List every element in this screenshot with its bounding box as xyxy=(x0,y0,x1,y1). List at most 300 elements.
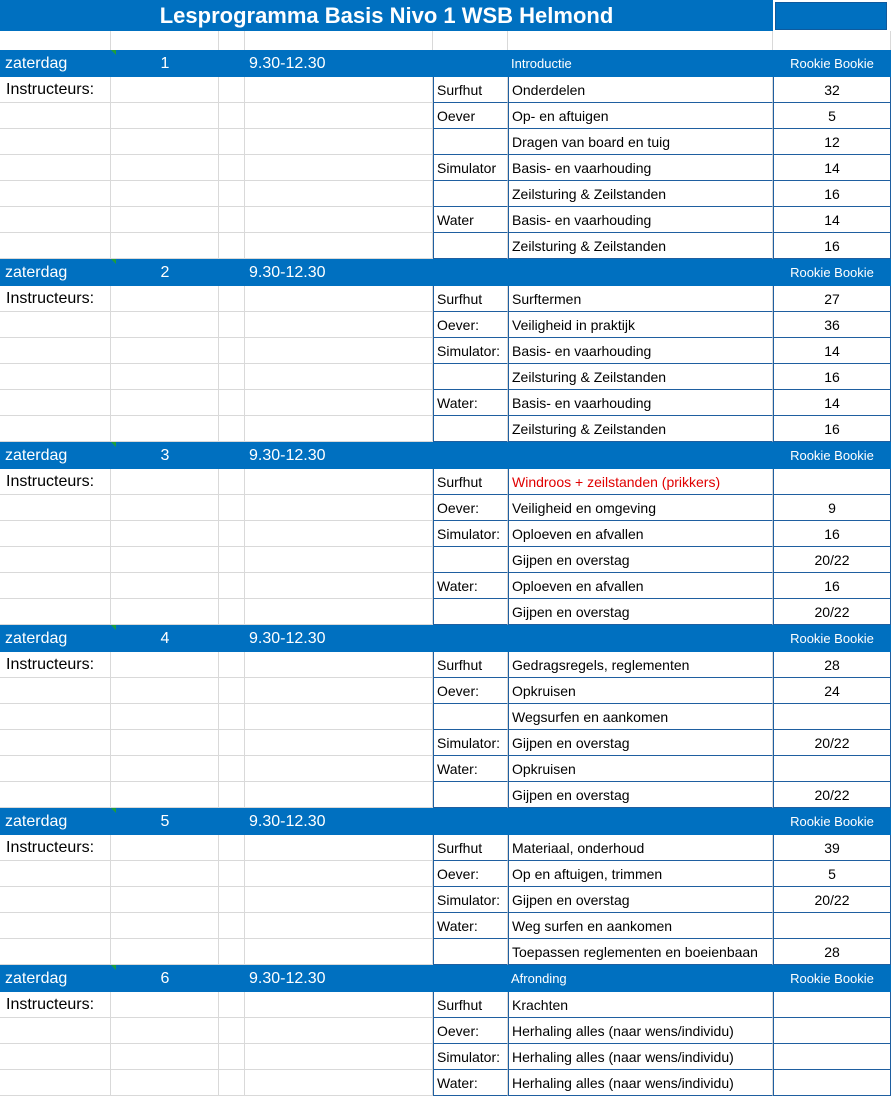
page-cell[interactable]: 14 xyxy=(773,207,891,233)
instructors-cell[interactable] xyxy=(0,390,111,416)
page-cell[interactable]: 16 xyxy=(773,521,891,547)
lesson-number[interactable]: 6 xyxy=(160,969,170,987)
empty-cell[interactable] xyxy=(219,573,245,599)
location-cell[interactable]: Water: xyxy=(433,756,508,782)
empty-cell[interactable] xyxy=(245,861,433,887)
location-cell[interactable] xyxy=(433,939,508,965)
instructors-cell[interactable] xyxy=(0,678,111,704)
empty-cell[interactable] xyxy=(111,155,219,181)
empty-cell[interactable] xyxy=(245,155,433,181)
empty-cell[interactable] xyxy=(111,704,219,730)
page-cell[interactable] xyxy=(773,913,891,939)
page-cell[interactable]: 12 xyxy=(773,129,891,155)
location-cell[interactable]: Water xyxy=(433,207,508,233)
table-row xyxy=(0,835,891,861)
empty-cell[interactable] xyxy=(219,521,245,547)
empty-cell[interactable] xyxy=(111,599,219,625)
empty-cell[interactable] xyxy=(111,652,219,678)
location-cell[interactable] xyxy=(433,599,508,625)
lesson-header-topic[interactable] xyxy=(508,625,773,652)
empty-cell[interactable] xyxy=(245,1070,433,1096)
page-cell[interactable]: 39 xyxy=(773,835,891,861)
instructors-cell[interactable] xyxy=(0,1070,111,1096)
topic-cell[interactable]: Gijpen en overstag xyxy=(508,887,773,913)
topic-cell[interactable]: Basis- en vaarhouding xyxy=(508,390,773,416)
empty-cell[interactable] xyxy=(219,1070,245,1096)
empty-cell[interactable] xyxy=(111,861,219,887)
empty-cell[interactable] xyxy=(245,652,433,678)
instructors-cell[interactable] xyxy=(0,573,111,599)
location-cell[interactable]: Oever: xyxy=(433,312,508,338)
table-row xyxy=(0,155,891,181)
empty-cell[interactable] xyxy=(111,913,219,939)
empty-cell[interactable] xyxy=(219,913,245,939)
instructors-cell[interactable]: Instructeurs: xyxy=(0,286,111,312)
lesson-day[interactable]: zaterdag xyxy=(5,54,68,72)
topic-cell[interactable]: Gedragsregels, reglementen xyxy=(508,652,773,678)
empty-cell[interactable] xyxy=(219,390,245,416)
empty-cell[interactable] xyxy=(245,338,433,364)
empty-cell[interactable] xyxy=(111,416,219,442)
empty-cell[interactable] xyxy=(111,1044,219,1070)
topic-cell[interactable]: Gijpen en overstag xyxy=(508,782,773,808)
lesson-header-row[interactable] xyxy=(0,965,891,992)
empty-cell[interactable] xyxy=(111,547,219,573)
topic-cell[interactable]: Weg surfen en aankomen xyxy=(508,913,773,939)
location-cell[interactable]: Surfhut xyxy=(433,469,508,495)
topic-cell[interactable]: Basis- en vaarhouding xyxy=(508,338,773,364)
empty-cell[interactable] xyxy=(219,155,245,181)
empty-cell[interactable] xyxy=(245,286,433,312)
instructors-cell[interactable] xyxy=(0,1044,111,1070)
topic-cell[interactable]: Gijpen en overstag xyxy=(508,730,773,756)
table-row xyxy=(0,547,891,573)
empty-cell[interactable] xyxy=(219,1044,245,1070)
lesson-number[interactable]: 1 xyxy=(160,54,170,72)
topic-cell[interactable]: Windroos + zeilstanden (prikkers) xyxy=(508,469,773,495)
location-cell[interactable]: Surfhut xyxy=(433,652,508,678)
empty-cell[interactable] xyxy=(219,129,245,155)
topic-cell[interactable]: Basis- en vaarhouding xyxy=(508,155,773,181)
empty-cell[interactable] xyxy=(219,992,245,1018)
instructors-cell[interactable]: Instructeurs: xyxy=(0,652,111,678)
empty-cell[interactable] xyxy=(245,730,433,756)
location-cell[interactable]: Surfhut xyxy=(433,77,508,103)
location-cell[interactable]: Oever: xyxy=(433,861,508,887)
lesson-day[interactable]: zaterdag xyxy=(5,446,68,464)
empty-cell[interactable] xyxy=(219,233,245,259)
topic-cell[interactable]: Gijpen en overstag xyxy=(508,547,773,573)
lesson-number[interactable]: 4 xyxy=(160,629,170,647)
page-cell[interactable] xyxy=(773,1018,891,1044)
page-cell[interactable]: 16 xyxy=(773,573,891,599)
empty-cell[interactable] xyxy=(111,207,219,233)
empty-cell[interactable] xyxy=(111,77,219,103)
lesson-header-row[interactable] xyxy=(0,442,891,469)
page-cell[interactable]: 27 xyxy=(773,286,891,312)
lesson-header-row[interactable] xyxy=(0,625,891,652)
empty-cell[interactable] xyxy=(111,1070,219,1096)
empty-cell[interactable] xyxy=(245,547,433,573)
instructors-cell[interactable] xyxy=(0,416,111,442)
empty-cell[interactable] xyxy=(219,364,245,390)
instructors-cell[interactable] xyxy=(0,495,111,521)
topic-cell[interactable]: Basis- en vaarhouding xyxy=(508,207,773,233)
instructors-cell[interactable] xyxy=(0,312,111,338)
instructors-cell[interactable] xyxy=(0,939,111,965)
topic-cell[interactable]: Materiaal, onderhoud xyxy=(508,835,773,861)
location-cell[interactable]: Water: xyxy=(433,390,508,416)
empty-cell[interactable] xyxy=(245,756,433,782)
table-row xyxy=(0,103,891,129)
location-cell[interactable] xyxy=(433,704,508,730)
empty-cell[interactable] xyxy=(111,678,219,704)
instructors-cell[interactable] xyxy=(0,181,111,207)
empty-cell[interactable] xyxy=(245,782,433,808)
location-cell[interactable]: Oever: xyxy=(433,495,508,521)
empty-cell[interactable] xyxy=(245,390,433,416)
table-row xyxy=(0,495,891,521)
lesson-header-topic[interactable] xyxy=(508,808,773,835)
topic-cell[interactable]: Onderdelen xyxy=(508,77,773,103)
empty-cell[interactable] xyxy=(219,469,245,495)
empty-cell[interactable] xyxy=(111,573,219,599)
empty-cell[interactable] xyxy=(111,992,219,1018)
lesson-header-topic[interactable] xyxy=(508,259,773,286)
lesson-header-topic[interactable]: Introductie xyxy=(511,56,572,71)
topic-cell[interactable]: Wegsurfen en aankomen xyxy=(508,704,773,730)
instructors-cell[interactable]: Instructeurs: xyxy=(0,835,111,861)
page-cell[interactable] xyxy=(773,992,891,1018)
topic-cell[interactable]: Oploeven en afvallen xyxy=(508,573,773,599)
lesson-header-row[interactable] xyxy=(0,808,891,835)
empty-cell[interactable] xyxy=(245,521,433,547)
table-row xyxy=(0,416,891,442)
empty-cell[interactable] xyxy=(245,312,433,338)
empty-cell[interactable] xyxy=(111,730,219,756)
table-row xyxy=(0,599,891,625)
table-row xyxy=(0,992,891,1018)
location-cell[interactable]: Surfhut xyxy=(433,286,508,312)
instructors-cell[interactable] xyxy=(0,233,111,259)
empty-cell[interactable] xyxy=(111,782,219,808)
page-cell[interactable] xyxy=(773,1070,891,1096)
selected-cell[interactable] xyxy=(775,2,887,30)
empty-cell[interactable] xyxy=(245,704,433,730)
instructors-cell[interactable] xyxy=(0,547,111,573)
empty-cell[interactable] xyxy=(219,704,245,730)
table-row xyxy=(0,207,891,233)
lesson-book[interactable]: Rookie Bookie xyxy=(790,971,874,986)
empty-cell[interactable] xyxy=(219,599,245,625)
lesson-number[interactable]: 5 xyxy=(160,812,170,830)
table-row xyxy=(0,469,891,495)
empty-cell[interactable] xyxy=(111,756,219,782)
instructors-cell[interactable] xyxy=(0,129,111,155)
location-cell[interactable] xyxy=(433,181,508,207)
table-row xyxy=(0,181,891,207)
location-cell[interactable] xyxy=(433,233,508,259)
topic-cell[interactable]: Op- en aftuigen xyxy=(508,103,773,129)
empty-cell[interactable] xyxy=(111,495,219,521)
topic-cell[interactable]: Zeilsturing & Zeilstanden xyxy=(508,233,773,259)
instructors-cell[interactable] xyxy=(0,207,111,233)
topic-cell[interactable]: Surftermen xyxy=(508,286,773,312)
empty-cell[interactable] xyxy=(219,887,245,913)
location-cell[interactable]: Simulator: xyxy=(433,887,508,913)
empty-cell[interactable] xyxy=(245,992,433,1018)
page-cell[interactable]: 14 xyxy=(773,338,891,364)
empty-cell[interactable] xyxy=(219,416,245,442)
location-cell[interactable] xyxy=(433,129,508,155)
table-row xyxy=(0,521,891,547)
topic-cell[interactable]: Opkruisen xyxy=(508,678,773,704)
empty-cell[interactable] xyxy=(219,678,245,704)
page-cell[interactable]: 5 xyxy=(773,861,891,887)
page-cell[interactable]: 16 xyxy=(773,181,891,207)
empty-cell[interactable] xyxy=(219,861,245,887)
empty-cell[interactable] xyxy=(219,1018,245,1044)
topic-cell[interactable]: Opkruisen xyxy=(508,756,773,782)
page-cell[interactable]: 14 xyxy=(773,390,891,416)
instructors-cell[interactable] xyxy=(0,756,111,782)
lesson-book[interactable]: Rookie Bookie xyxy=(790,56,874,71)
table-row xyxy=(0,573,891,599)
empty-cell[interactable] xyxy=(219,207,245,233)
instructors-cell[interactable] xyxy=(0,861,111,887)
lesson-time[interactable]: 9.30-12.30 xyxy=(249,969,326,987)
page-cell[interactable]: 20/22 xyxy=(773,730,891,756)
empty-cell[interactable] xyxy=(219,495,245,521)
empty-cell[interactable] xyxy=(111,233,219,259)
title-side-cell[interactable] xyxy=(773,0,891,31)
empty-cell[interactable] xyxy=(111,286,219,312)
lesson-header-row[interactable] xyxy=(0,259,891,286)
location-cell[interactable]: Water: xyxy=(433,573,508,599)
empty-cell[interactable] xyxy=(111,469,219,495)
page-cell[interactable] xyxy=(773,1044,891,1070)
page-cell[interactable]: 16 xyxy=(773,416,891,442)
topic-cell[interactable]: Op en aftuigen, trimmen xyxy=(508,861,773,887)
page-cell[interactable]: 5 xyxy=(773,103,891,129)
empty-cell[interactable] xyxy=(111,338,219,364)
page-cell[interactable]: 9 xyxy=(773,495,891,521)
location-cell[interactable]: Oever: xyxy=(433,1018,508,1044)
table-row xyxy=(0,678,891,704)
empty-cell[interactable] xyxy=(245,77,433,103)
location-cell[interactable] xyxy=(433,364,508,390)
topic-cell[interactable]: Gijpen en overstag xyxy=(508,599,773,625)
page-cell[interactable]: 20/22 xyxy=(773,887,891,913)
lesson-book[interactable]: Rookie Bookie xyxy=(790,631,874,646)
topic-cell[interactable]: Zeilsturing & Zeilstanden xyxy=(508,364,773,390)
page-cell[interactable]: 32 xyxy=(773,77,891,103)
topic-cell[interactable]: Herhaling alles (naar wens/individu) xyxy=(508,1018,773,1044)
topic-cell[interactable]: Zeilsturing & Zeilstanden xyxy=(508,181,773,207)
empty-cell[interactable] xyxy=(245,1018,433,1044)
page-cell[interactable]: 20/22 xyxy=(773,782,891,808)
location-cell[interactable]: Water: xyxy=(433,913,508,939)
lesson-number[interactable]: 3 xyxy=(160,446,170,464)
instructors-cell[interactable] xyxy=(0,913,111,939)
empty-cell[interactable] xyxy=(245,678,433,704)
location-cell[interactable]: Surfhut xyxy=(433,992,508,1018)
topic-cell[interactable]: Toepassen reglementen en boeienbaan xyxy=(508,939,773,965)
lesson-book[interactable]: Rookie Bookie xyxy=(790,448,874,463)
table-row xyxy=(0,286,891,312)
table-row xyxy=(0,1018,891,1044)
empty-cell[interactable] xyxy=(219,652,245,678)
page-cell[interactable]: 16 xyxy=(773,364,891,390)
empty-cell[interactable] xyxy=(219,756,245,782)
topic-cell[interactable]: Dragen van board en tuig xyxy=(508,129,773,155)
lesson-day[interactable]: zaterdag xyxy=(5,969,68,987)
empty-cell[interactable] xyxy=(219,547,245,573)
lesson-time[interactable]: 9.30-12.30 xyxy=(249,629,326,647)
location-cell[interactable]: Simulator: xyxy=(433,338,508,364)
instructors-cell[interactable] xyxy=(0,364,111,390)
instructors-cell[interactable]: Instructeurs: xyxy=(0,992,111,1018)
location-cell[interactable] xyxy=(433,782,508,808)
instructors-cell[interactable]: Instructeurs: xyxy=(0,469,111,495)
page-cell[interactable]: 20/22 xyxy=(773,599,891,625)
lesson-book[interactable]: Rookie Bookie xyxy=(790,265,874,280)
empty-cell[interactable] xyxy=(245,495,433,521)
empty-cell[interactable] xyxy=(245,887,433,913)
empty-cell[interactable] xyxy=(219,835,245,861)
empty-cell[interactable] xyxy=(245,939,433,965)
page-cell[interactable] xyxy=(773,756,891,782)
topic-cell[interactable]: Veiligheid en omgeving xyxy=(508,495,773,521)
location-cell[interactable]: Simulator: xyxy=(433,730,508,756)
page-cell[interactable]: 16 xyxy=(773,233,891,259)
page-cell[interactable]: 14 xyxy=(773,155,891,181)
empty-cell[interactable] xyxy=(245,835,433,861)
spacer-row xyxy=(0,31,891,50)
instructors-cell[interactable]: Instructeurs: xyxy=(0,77,111,103)
empty-cell[interactable] xyxy=(111,390,219,416)
empty-cell[interactable] xyxy=(245,599,433,625)
page-cell[interactable] xyxy=(773,469,891,495)
page-cell[interactable]: 28 xyxy=(773,652,891,678)
instructors-cell[interactable] xyxy=(0,521,111,547)
instructors-cell[interactable] xyxy=(0,730,111,756)
page-cell[interactable] xyxy=(773,704,891,730)
page-cell[interactable]: 24 xyxy=(773,678,891,704)
instructors-cell[interactable] xyxy=(0,887,111,913)
page-cell[interactable]: 20/22 xyxy=(773,547,891,573)
lesson-time[interactable]: 9.30-12.30 xyxy=(249,812,326,830)
empty-cell[interactable] xyxy=(219,338,245,364)
location-cell[interactable]: Surfhut xyxy=(433,835,508,861)
location-cell[interactable]: Water: xyxy=(433,1070,508,1096)
empty-cell[interactable] xyxy=(111,312,219,338)
page-cell[interactable]: 36 xyxy=(773,312,891,338)
empty-cell[interactable] xyxy=(245,207,433,233)
lesson-header-topic[interactable] xyxy=(508,442,773,469)
empty-cell[interactable] xyxy=(219,286,245,312)
table-row xyxy=(0,887,891,913)
empty-cell[interactable] xyxy=(111,1018,219,1044)
empty-cell[interactable] xyxy=(245,1044,433,1070)
location-cell[interactable]: Simulator: xyxy=(433,521,508,547)
empty-cell[interactable] xyxy=(219,730,245,756)
instructors-cell[interactable] xyxy=(0,782,111,808)
lesson-time[interactable]: 9.30-12.30 xyxy=(249,54,326,72)
table-row xyxy=(0,233,891,259)
instructors-cell[interactable] xyxy=(0,338,111,364)
empty-cell[interactable] xyxy=(245,913,433,939)
empty-cell[interactable] xyxy=(245,129,433,155)
empty-cell[interactable] xyxy=(219,181,245,207)
instructors-cell[interactable] xyxy=(0,704,111,730)
topic-cell[interactable]: Krachten xyxy=(508,992,773,1018)
location-cell[interactable]: Oever: xyxy=(433,678,508,704)
lesson-day[interactable]: zaterdag xyxy=(5,263,68,281)
lesson-day[interactable]: zaterdag xyxy=(5,629,68,647)
empty-cell[interactable] xyxy=(245,364,433,390)
location-cell[interactable] xyxy=(433,416,508,442)
lesson-time[interactable]: 9.30-12.30 xyxy=(249,263,326,281)
lesson-book[interactable]: Rookie Bookie xyxy=(790,814,874,829)
sheet-title[interactable]: Lesprogramma Basis Nivo 1 WSB Helmond xyxy=(0,0,773,31)
empty-cell[interactable] xyxy=(245,573,433,599)
empty-cell[interactable] xyxy=(111,103,219,129)
instructors-cell[interactable] xyxy=(0,1018,111,1044)
location-cell[interactable]: Oever xyxy=(433,103,508,129)
topic-cell[interactable]: Oploeven en afvallen xyxy=(508,521,773,547)
lesson-number[interactable]: 2 xyxy=(160,263,170,281)
empty-cell[interactable] xyxy=(245,103,433,129)
empty-cell[interactable] xyxy=(111,129,219,155)
empty-cell[interactable] xyxy=(111,939,219,965)
empty-cell[interactable] xyxy=(219,77,245,103)
empty-cell[interactable] xyxy=(111,521,219,547)
empty-cell[interactable] xyxy=(245,416,433,442)
table-row xyxy=(0,782,891,808)
empty-cell[interactable] xyxy=(111,835,219,861)
empty-cell[interactable] xyxy=(245,233,433,259)
page-cell[interactable]: 28 xyxy=(773,939,891,965)
topic-cell[interactable]: Herhaling alles (naar wens/individu) xyxy=(508,1070,773,1096)
location-cell[interactable] xyxy=(433,547,508,573)
empty-cell[interactable] xyxy=(219,939,245,965)
topic-cell[interactable]: Herhaling alles (naar wens/individu) xyxy=(508,1044,773,1070)
table-row xyxy=(0,939,891,965)
empty-cell[interactable] xyxy=(111,887,219,913)
lesson-time[interactable]: 9.30-12.30 xyxy=(249,446,326,464)
empty-cell[interactable] xyxy=(111,181,219,207)
empty-cell[interactable] xyxy=(219,103,245,129)
table-row xyxy=(0,861,891,887)
instructors-cell[interactable] xyxy=(0,599,111,625)
empty-cell[interactable] xyxy=(245,181,433,207)
topic-cell[interactable]: Veiligheid in praktijk xyxy=(508,312,773,338)
instructors-cell[interactable] xyxy=(0,155,111,181)
empty-cell[interactable] xyxy=(219,312,245,338)
empty-cell[interactable] xyxy=(111,364,219,390)
location-cell[interactable]: Simulator xyxy=(433,155,508,181)
table-row xyxy=(0,730,891,756)
empty-cell[interactable] xyxy=(245,469,433,495)
lesson-header-topic[interactable]: Afronding xyxy=(511,971,567,986)
location-cell[interactable]: Simulator: xyxy=(433,1044,508,1070)
topic-cell[interactable]: Zeilsturing & Zeilstanden xyxy=(508,416,773,442)
empty-cell[interactable] xyxy=(219,782,245,808)
lesson-day[interactable]: zaterdag xyxy=(5,812,68,830)
instructors-cell[interactable] xyxy=(0,103,111,129)
lesson-header-row[interactable] xyxy=(0,50,891,77)
